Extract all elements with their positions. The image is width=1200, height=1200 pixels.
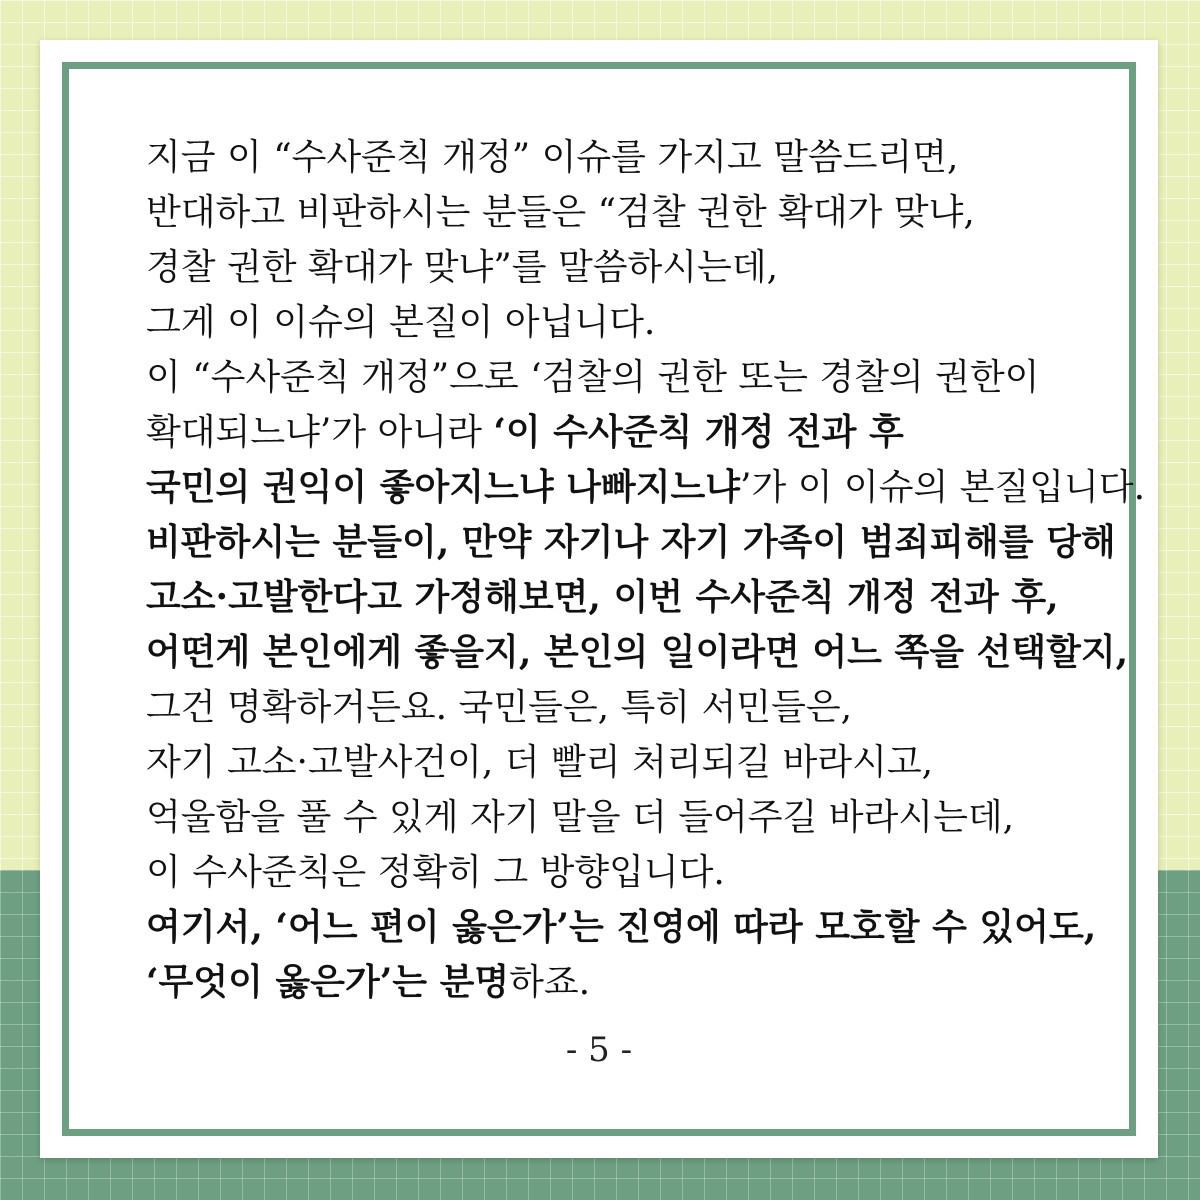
emphasis-line: [146, 625, 1129, 680]
text-run: ’가 이 이슈의 본질입니다.: [740, 467, 1146, 508]
body-text: [146, 130, 1146, 1010]
emphasis-line: [146, 515, 1116, 570]
emphasis-run: ‘무엇이 옳은가’는 분명: [146, 961, 510, 1003]
text-run: 지금 이 “수사준칙 개정” 이슈를 가지고 말씀드리면,: [146, 137, 959, 178]
text-run: 그건 명확하거든요. 국민들은, 특히 서민들은,: [146, 687, 853, 728]
text-line: [146, 350, 1106, 405]
text-line: [146, 295, 1106, 350]
text-line: [146, 240, 1106, 295]
emphasis-line: [146, 900, 1106, 955]
text-run: 자기 고소·고발사건이, 더 빨리 처리되길 바라시고,: [146, 742, 934, 783]
page-card: [40, 40, 1158, 1158]
text-run: 그게 이 이슈의 본질이 아닙니다.: [146, 302, 656, 343]
emphasis-line: [146, 570, 1106, 625]
text-run: 하죠.: [509, 962, 591, 1003]
page-number: - 5 -: [565, 1030, 633, 1070]
emphasis-run: 어떤게 본인에게 좋을지, 본인의 일이라면 어느 쪽을 선택할지,: [146, 631, 1129, 673]
text-line: [146, 460, 1146, 515]
text-run: 확대되느냐’가 아니라: [146, 412, 494, 453]
text-line: [146, 845, 1106, 900]
text-line: [146, 790, 1106, 845]
text-run: 이 수사준칙은 정확히 그 방향입니다.: [146, 852, 725, 893]
emphasis-run: 비판하시는 분들이, 만약 자기나 자기 가족이 범죄피해를 당해: [146, 521, 1116, 563]
text-line: [146, 735, 1106, 790]
emphasis-run: 여기서, ‘어느 편이 옳은가’는 진영에 따라 모호할 수 있어도,: [146, 906, 1097, 948]
text-run: 경찰 권한 확대가 맞냐”를 말씀하시는데,: [146, 247, 779, 288]
text-line: [146, 130, 1106, 185]
text-line: [146, 955, 1106, 1010]
emphasis-run: ‘이 수사준칙 개정 전과 후: [493, 411, 904, 453]
text-run: 이 “수사준칙 개정”으로 ‘검찰의 권한 또는 경찰의 권한이: [146, 357, 1040, 398]
text-run: 억울함을 풀 수 있게 자기 말을 더 들어주길 바라시는데,: [146, 797, 1015, 838]
text-line: [146, 185, 1106, 240]
text-run: 반대하고 비판하시는 분들은 “검찰 권한 확대가 맞냐,: [146, 192, 975, 233]
text-line: [146, 405, 1106, 460]
emphasis-run: 국민의 권익이 좋아지느냐 나빠지느냐: [146, 466, 741, 508]
emphasis-run: 고소·고발한다고 가정해보면, 이번 수사준칙 개정 전과 후,: [146, 576, 1059, 618]
text-line: [146, 680, 1106, 735]
